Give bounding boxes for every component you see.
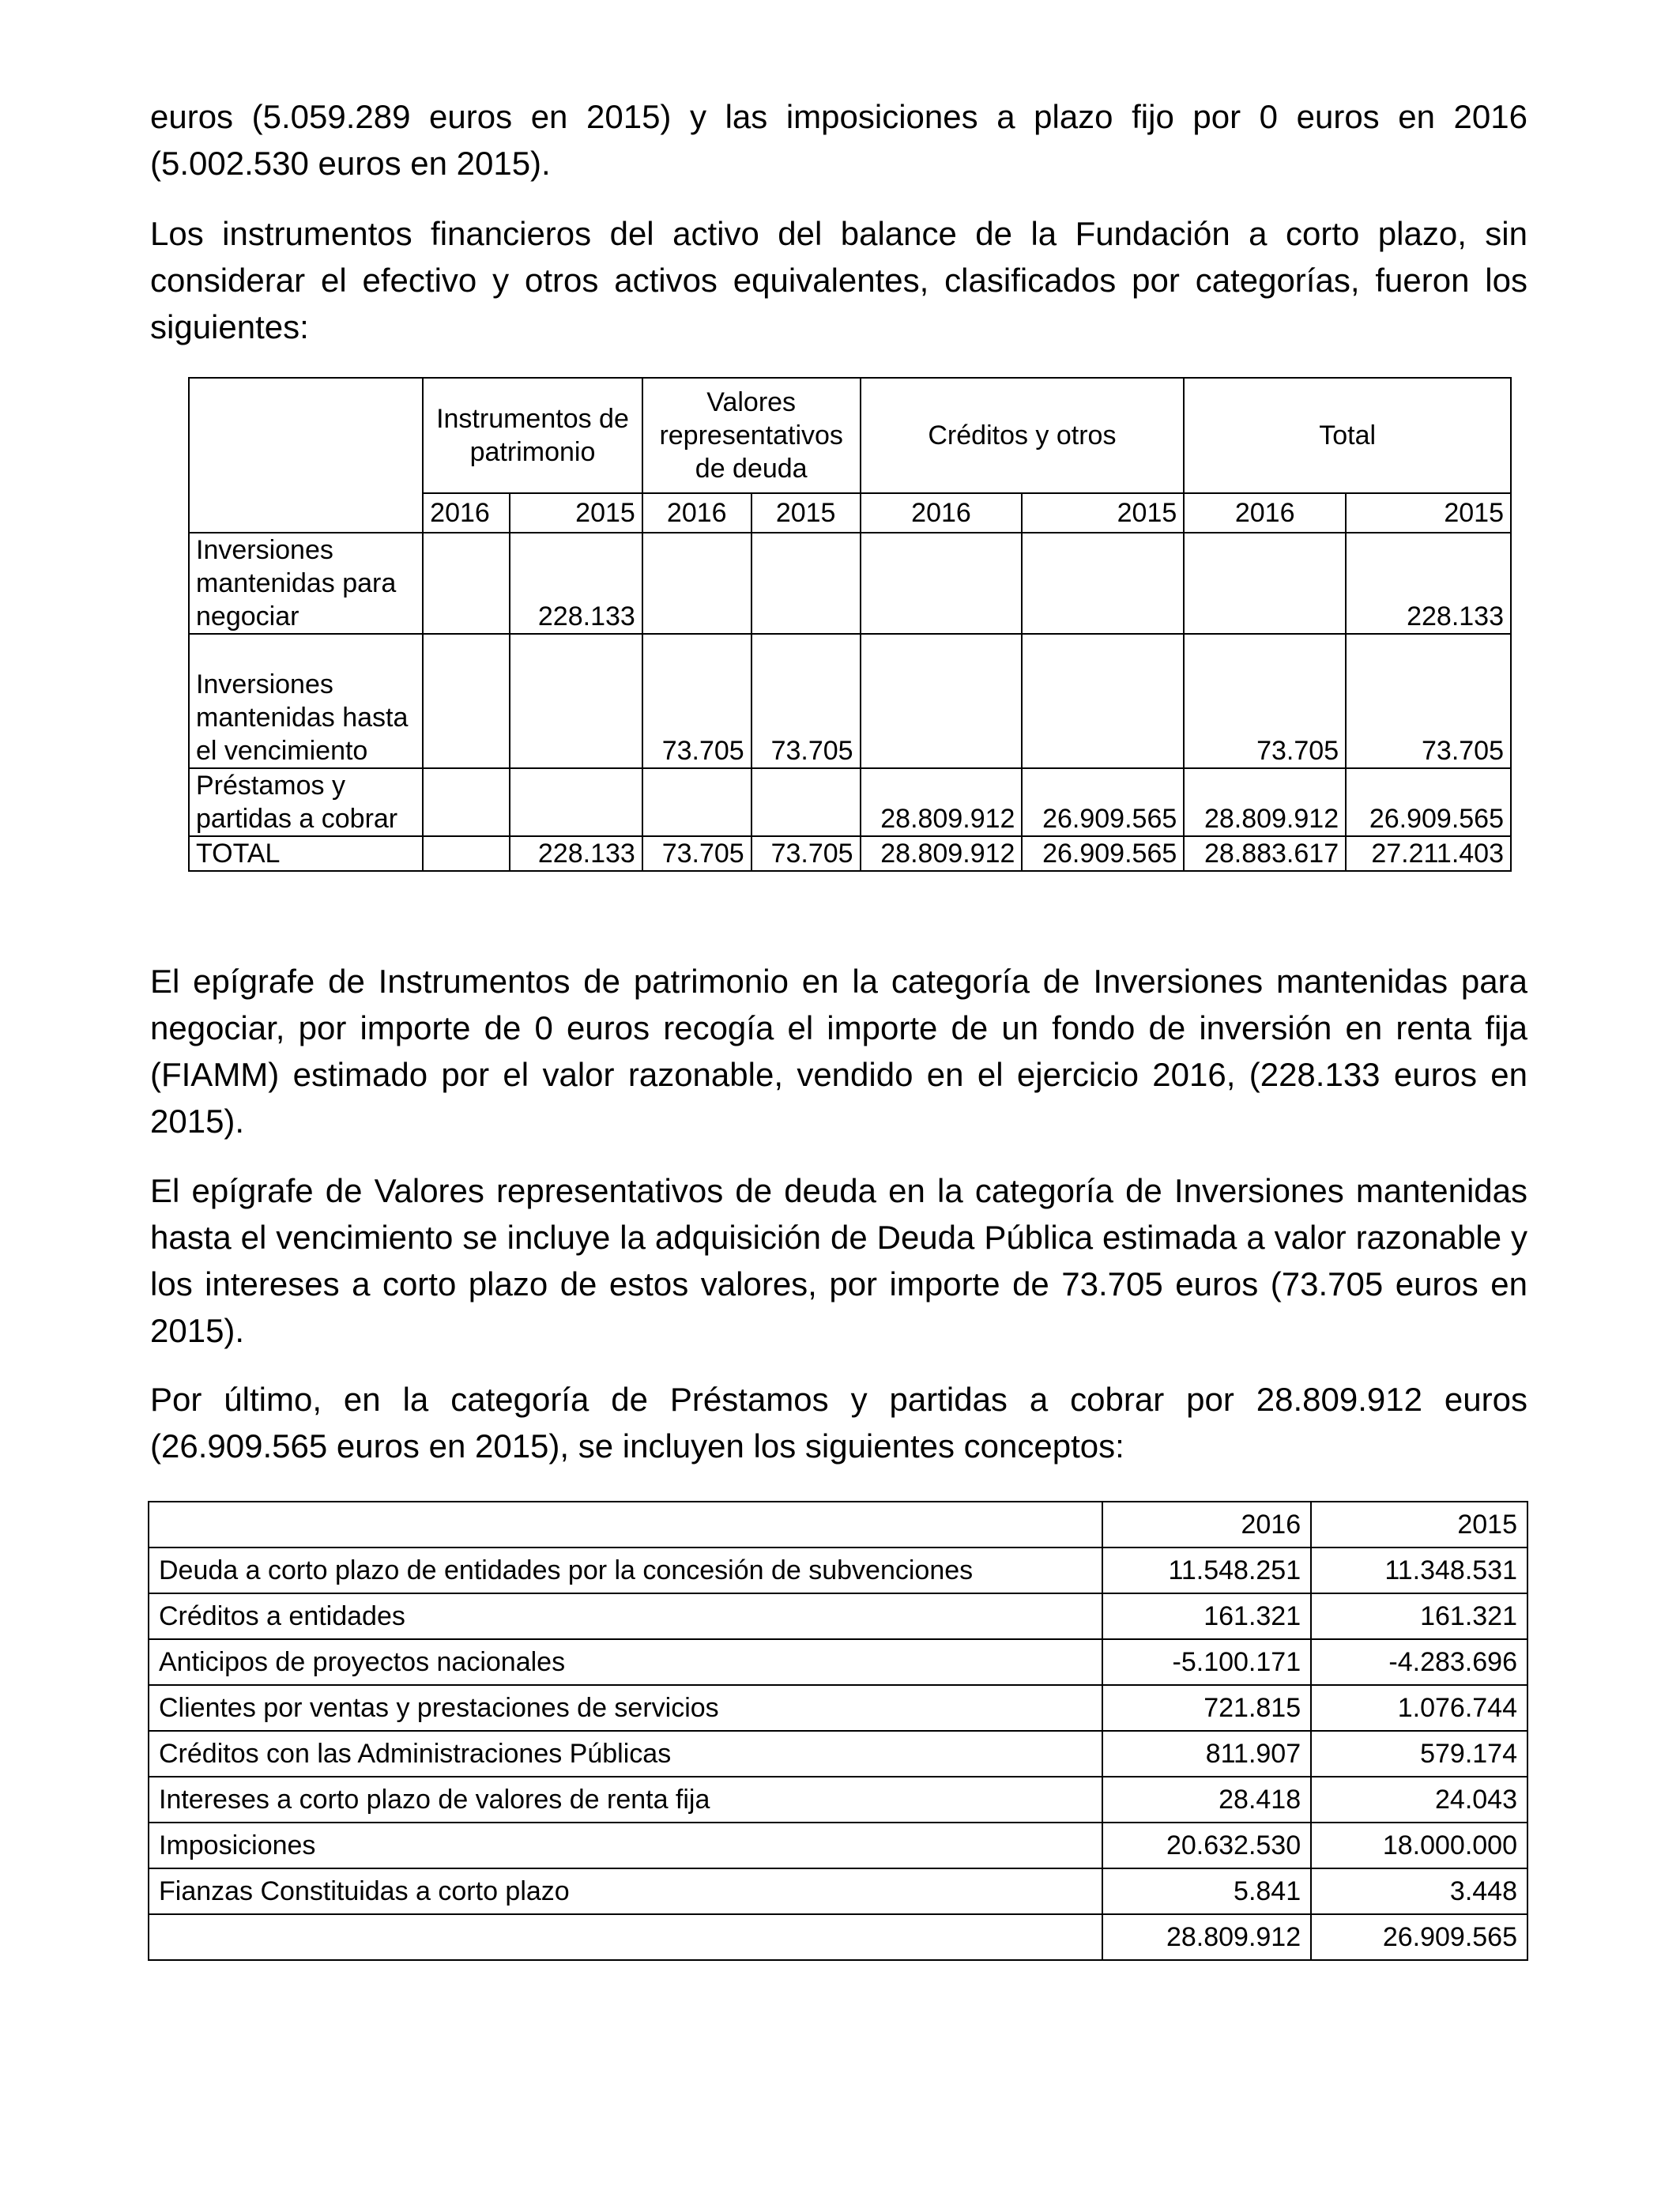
header-creditos-otros: Créditos y otros [861, 378, 1185, 493]
table-cell: 28.809.912 [861, 836, 1023, 871]
table-cell: 26.909.565 [1022, 768, 1184, 836]
table-cell: 18.000.000 [1311, 1823, 1527, 1868]
table-cell: 1.076.744 [1311, 1685, 1527, 1731]
table-cell [642, 768, 751, 836]
row-label: Inversiones mantenidas para negociar [189, 533, 423, 634]
table-cell [423, 836, 510, 871]
paragraph-1: euros (5.059.289 euros en 2015) y las imposiciones a plazo fijo por 0 euros en 2016 (5.002.530 euros en 2015). [150, 98, 1527, 182]
table-cell: 3.448 [1311, 1868, 1527, 1914]
table-cell [1184, 533, 1346, 634]
table-cell [423, 533, 510, 634]
table-cell [510, 634, 642, 768]
table-row [189, 768, 1511, 836]
financial-instruments-table [188, 377, 1512, 872]
table-cell [423, 634, 510, 768]
table-row [149, 1823, 1527, 1868]
header-instrumentos-patrimonio: Instrumentos de patrimonio [423, 378, 642, 493]
table-cell: -4.283.696 [1311, 1639, 1527, 1685]
table-row [149, 1868, 1527, 1914]
table-cell [510, 768, 642, 836]
corner-cell [149, 1502, 1102, 1547]
table-cell: 579.174 [1311, 1731, 1527, 1777]
table-cell: 26.909.565 [1346, 768, 1511, 836]
table-row-total [189, 836, 1511, 871]
table-cell: 28.809.912 [861, 768, 1023, 836]
header-valores-representativos: Valores representativos de deuda [642, 378, 861, 493]
table-cell [861, 634, 1023, 768]
table-cell [751, 533, 861, 634]
table-cell: 73.705 [1346, 634, 1511, 768]
table-cell: 26.909.565 [1022, 836, 1184, 871]
table-row [149, 1639, 1527, 1685]
table-row [149, 1547, 1527, 1593]
row-label: Imposiciones [149, 1823, 1102, 1868]
row-label: Deuda a corto plazo de entidades por la concesión de subvenciones [149, 1547, 1102, 1593]
table-cell [423, 768, 510, 836]
year-header: 2015 [751, 493, 861, 533]
row-label: Créditos con las Administraciones Públicas [149, 1731, 1102, 1777]
table-cell [642, 533, 751, 634]
table-cell: 11.548.251 [1102, 1547, 1311, 1593]
year-header: 2016 [642, 493, 751, 533]
table-row [189, 634, 1511, 768]
paragraph-3: El epígrafe de Instrumentos de patrimonio en la categoría de Inversiones mantenidas para negociar, por importe de 0 euros recogía el importe de un fondo de inversión en renta fija (FIAMM) estimado por el valor razonable, vendido en el ejercicio 2016, (228.133 euros en 2015). [150, 963, 1527, 1140]
paragraph-5: Por último, en la categoría de Préstamos y partidas a cobrar por 28.809.912 euros (26.909.565 euros en 2015), se incluyen los siguientes conceptos: [150, 1381, 1527, 1465]
table-cell: 73.705 [642, 634, 751, 768]
table-cell: 26.909.565 [1311, 1914, 1527, 1960]
table-row [149, 1685, 1527, 1731]
table-cell: 73.705 [751, 634, 861, 768]
table-row [149, 1593, 1527, 1639]
row-label: Créditos a entidades [149, 1593, 1102, 1639]
table-cell: 24.043 [1311, 1777, 1527, 1823]
table-cell: 5.841 [1102, 1868, 1311, 1914]
table-header-row [149, 1502, 1527, 1547]
row-label [149, 1914, 1102, 1960]
row-label: Anticipos de proyectos nacionales [149, 1639, 1102, 1685]
year-header: 2016 [423, 493, 510, 533]
year-header: 2015 [510, 493, 642, 533]
table-row [189, 533, 1511, 634]
row-label: Intereses a corto plazo de valores de renta fija [149, 1777, 1102, 1823]
year-header: 2016 [1184, 493, 1346, 533]
header-total: Total [1184, 378, 1511, 493]
paragraph-2: Los instrumentos financieros del activo del balance de la Fundación a corto plazo, sin considerar el efectivo y otros activos equivalentes, clasificados por categorías, fueron los siguientes: [150, 215, 1527, 345]
table-cell: 28.809.912 [1102, 1914, 1311, 1960]
table-cell: 161.321 [1311, 1593, 1527, 1639]
year-header: 2015 [1022, 493, 1184, 533]
table-cell: 20.632.530 [1102, 1823, 1311, 1868]
table-cell: 28.883.617 [1184, 836, 1346, 871]
table-cell: 161.321 [1102, 1593, 1311, 1639]
row-label: TOTAL [189, 836, 423, 871]
year-header: 2016 [1102, 1502, 1311, 1547]
table-cell: 28.809.912 [1184, 768, 1346, 836]
table-cell: 11.348.531 [1311, 1547, 1527, 1593]
table-cell: 228.133 [510, 836, 642, 871]
corner-cell [189, 378, 423, 533]
table-cell: 228.133 [510, 533, 642, 634]
table-cell: 28.418 [1102, 1777, 1311, 1823]
row-label: Préstamos y partidas a cobrar [189, 768, 423, 836]
table-cell: 73.705 [751, 836, 861, 871]
row-label: Clientes por ventas y prestaciones de servicios [149, 1685, 1102, 1731]
table-row [149, 1731, 1527, 1777]
table-cell [1022, 533, 1184, 634]
row-label: Fianzas Constituidas a corto plazo [149, 1868, 1102, 1914]
table-row-total [149, 1914, 1527, 1960]
table-cell: 73.705 [1184, 634, 1346, 768]
table-cell: 228.133 [1346, 533, 1511, 634]
table-cell [751, 768, 861, 836]
table-cell: 811.907 [1102, 1731, 1311, 1777]
paragraph-4: El epígrafe de Valores representativos de deuda en la categoría de Inversiones mantenidas hasta el vencimiento se incluye la adquisición de Deuda Pública estimada a valor razonable y los intereses a corto plazo de estos valores, por importe de 73.705 euros (73.705 euros en 2015). [150, 1172, 1527, 1349]
year-header: 2015 [1311, 1502, 1527, 1547]
loans-receivables-table [148, 1501, 1528, 1961]
table-cell: 73.705 [642, 836, 751, 871]
table-cell: -5.100.171 [1102, 1639, 1311, 1685]
table-cell: 27.211.403 [1346, 836, 1511, 871]
year-header: 2016 [861, 493, 1023, 533]
table-cell [861, 533, 1023, 634]
year-header: 2015 [1346, 493, 1511, 533]
table-cell [1022, 634, 1184, 768]
table-cell: 721.815 [1102, 1685, 1311, 1731]
row-label: Inversiones mantenidas hasta el vencimiento [189, 634, 423, 768]
table-row [149, 1777, 1527, 1823]
